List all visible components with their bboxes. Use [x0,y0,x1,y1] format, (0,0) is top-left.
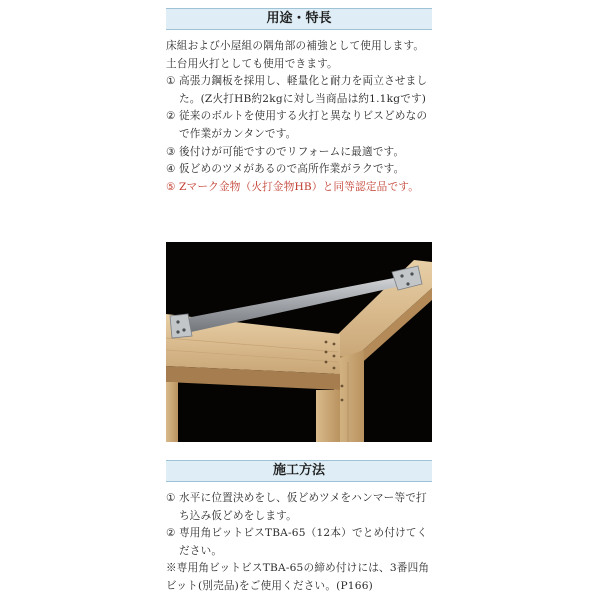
section-header-method [166,460,432,482]
feature-item-2 [166,108,432,143]
step-number: ② [166,527,176,540]
section-title-uses: 用途・特長 [266,11,332,26]
installation-method-section [166,490,432,596]
method-note: ※専用角ビットビスTBA-65の締め付けには、3番四角ビット(別売品)をご使用ください。(P166) [166,562,430,592]
step-item-2 [166,525,432,560]
feature-text: Zマーク金物（火打金物HB）と同等認定品です。 [179,180,420,193]
feature-text: 後付けが可能ですのでリフォームに最適です。 [179,145,405,158]
uses-features-section [166,38,432,196]
step-text: 水平に位置決めをし、仮どめツメをハンマー等で打ち込み仮どめをします。 [179,492,427,522]
feature-number: ② [166,110,176,123]
feature-text: 高張力鋼板を採用し、軽量化と耐力を両立させました。(Z火打HB約2kgに対し当商品は約1.1kgです) [179,75,428,105]
feature-number: ④ [166,163,176,176]
feature-item-3 [166,144,432,162]
section-title-method: 施工方法 [272,463,325,478]
feature-item-1 [166,73,432,108]
feature-item-4 [166,161,432,179]
intro-text: 床組および小屋組の隅角部の補強として使用します。土台用火打としても使用できます。 [166,40,425,70]
feature-number: ③ [166,145,176,158]
step-item-1 [166,490,432,525]
feature-text: 仮どめのツメがあるので高所作業がラクです。 [179,163,405,176]
step-number: ① [166,492,176,504]
product-photo [166,242,432,442]
section-header-uses [166,8,432,30]
feature-number: ⑤ [166,180,176,193]
feature-item-5-highlight [166,179,432,197]
feature-number: ① [166,75,176,88]
step-text: 専用角ビットビスTBA-65（12本）でとめ付けてください。 [179,527,428,557]
feature-text: 従来のボルトを使用する火打と異なりビスどめなので作業がカンタンです。 [179,110,428,140]
brace-installation-illustration [166,242,432,442]
